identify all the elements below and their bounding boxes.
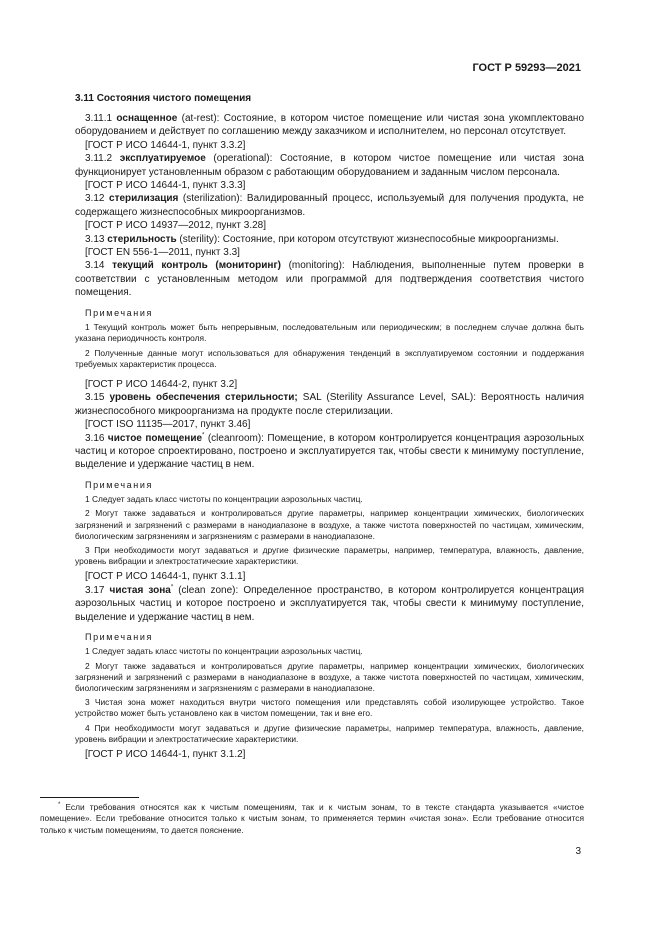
term-3-11-1: 3.11.1 оснащенное (at-rest): Состояние, в котором чистое помещение или чистая зона укомплектовано оборудованием и действует по соглашению между заказчиком и исполнителем, но персонал отсутствует. — [75, 113, 585, 138]
term-name: текущий контроль (мониторинг) — [112, 260, 281, 272]
term-3-16: 3.16 чистое помещение* (cleanroom): Помещение, в котором контролируется концентрация аэрозольных частиц и которое спроектировано, построено и эксплуатируется так, чтобы свести к минимуму поступление, выделение и удержание частиц в нем. — [75, 432, 584, 471]
note-item: 3 Чистая зона может находиться внутри чистого помещения или представлять собой изолирующее устройство. Такое устройство может быть установлено как в чистом помещении, так и вне его. — [75, 697, 584, 719]
term-reference: [ГОСТ Р ИСО 14644-1, пункт 3.1.1] — [85, 571, 246, 583]
term-3-11-2: 3.11.2 эксплуатируемое (operational): Состояние, в котором чистое помещение или чистая зона функционирует установленным образом с работающим оборудованием и заданным числом персонала. — [75, 153, 584, 178]
term-3-12: 3.12 стерилизация (sterilization): Валидированный процесс, используемый для получения продукта, не содержащего жизнеспособных микроорганизмов. — [75, 193, 584, 218]
note-item: 4 При необходимости могут задаваться и другие физические параметры, например температура, влажность, давление, уровень вибрации и электростатические характеристики. — [75, 722, 584, 744]
note-item: 1 Следует задать класс чистоты по концентрации аэрозольных частиц. — [85, 646, 363, 657]
notes-title: Примечания — [85, 479, 153, 490]
term-reference: [ГОСТ Р ИСО 14937—2012, пункт 3.28] — [85, 220, 267, 232]
footnote-mark: * — [58, 802, 61, 809]
document-body — [75, 92, 584, 761]
term-reference: [ГОСТ Р ИСО 14644-1, пункт 3.1.2] — [85, 749, 246, 761]
term-reference: [ГОСТ Р ИСО 14644-2, пункт 3.2] — [85, 378, 238, 390]
document-code: ГОСТ Р 59293—2021 — [472, 62, 581, 74]
notes-title: Примечания — [85, 307, 153, 318]
term-reference: [ГОСТ ISO 11135—2017, пункт 3.46] — [85, 419, 251, 431]
term-name: уровень обеспечения стерильности; — [109, 392, 298, 404]
term-name: чистое помещение — [107, 432, 203, 444]
term-name: эксплуатируемое — [119, 153, 206, 165]
notes-title: Примечания — [85, 632, 153, 642]
term-3-17: 3.17 чистая зона* (clean zone): Определенное пространство, в котором контролируется концентрация аэрозольных частиц и которое построено и эксплуатируется так, чтобы свести к минимуму поступление, выделение и удержание частиц в нем. — [75, 584, 584, 623]
note-item: 1 Следует задать класс чистоты по концентрации аэрозольных частиц. — [85, 494, 363, 505]
footnote-divider — [40, 797, 139, 798]
term-reference: [ГОСТ Р ИСО 14644-1, пункт 3.3.2] — [85, 139, 246, 151]
term-name: стерильность — [107, 233, 177, 245]
page-number: 3 — [575, 846, 581, 857]
note-item: 3 При необходимости могут задаваться и другие физические параметры, например, температура, влажность, давление, уровень вибрации и электростатические характеристики. — [75, 544, 584, 567]
note-item: 1 Текущий контроль может быть непрерывным, последовательным или периодическим; в последнем случае должна быть указана периодичность контроля. — [75, 322, 584, 344]
term-name: чистая зона — [109, 584, 171, 596]
footnote — [40, 802, 584, 836]
footnote-text: Если требования относятся как к чистым помещениям, так и к чистым зонам, то в тексте стандарта указывается «чистое помещение». Если требование относится только к чистым зонам, то применяется термин «чистая зона». Если требование относится только к чистым помещениям, то дается пояснение. — [40, 802, 584, 835]
term-reference: [ГОСТ EN 556-1—2011, пункт 3.3] — [85, 247, 240, 259]
term-3-14: 3.14 текущий контроль (мониторинг) (monitoring): Наблюдения, выполненные путем проверки в соответствии с установленным методом или программой для подтверждения соответствия чистого помещения. — [75, 260, 584, 299]
term-reference: [ГОСТ Р ИСО 14644-1, пункт 3.3.3] — [85, 180, 246, 192]
term-3-13: 3.13 стерильность (sterility): Состояние, при котором отсутствуют жизнеспособные микроорганизмы. — [85, 233, 559, 245]
note-item: 2 Полученные данные могут использоваться для обнаружения тенденций в эксплуатируемом состоянии и поддержания требуемых характеристик процесса. — [75, 347, 584, 369]
footnote-mark[interactable]: * — [170, 584, 174, 591]
note-item: 2 Могут также задаваться и контролироваться другие параметры, например концентрации химических, биологических загрязнений и загрязнений с размерами в нанодиапазоне в воздухе, а также чистота поверхностей по частицам, химическим, биологическим загрязнениям и загрязнениям с размерами в нанодиапазоне. — [75, 660, 584, 694]
note-item: 2 Могут также задаваться и контролироваться другие параметры, например концентрации химических, биологических загрязнений и загрязнений с размерами в нанодиапазоне в воздухе, а также чистота поверхностей по частицам, химическим, биологическим загрязнениям и загрязнениям с размерами в нанодиапазоне. — [75, 508, 584, 541]
term-3-15: 3.15 уровень обеспечения стерильности; SAL (Sterility Assurance Level, SAL): Вероятность наличия жизнеспособного микроорганизма на продукте после стерилизации. — [75, 392, 585, 417]
footnote-mark[interactable]: * — [202, 432, 205, 439]
term-name: оснащенное — [116, 113, 178, 124]
term-name: стерилизация — [109, 193, 179, 205]
section-title: 3.11 Состояния чистого помещения — [75, 93, 252, 104]
